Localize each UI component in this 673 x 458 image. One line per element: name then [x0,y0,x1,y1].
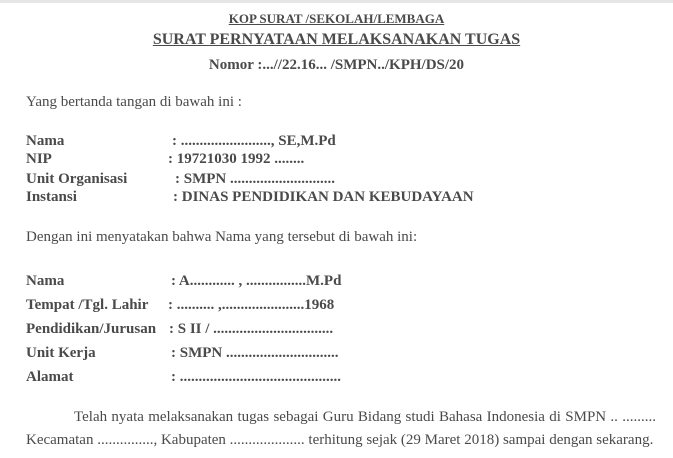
subject-workunit-value: : SMPN .............................. [171,345,339,361]
signer-unit-value: : SMPN ............................ [175,171,335,187]
letterhead-label: KOP SURAT /SEKOLAH/LEMBAGA [228,11,445,26]
subject-address-value: : ........................................... [171,369,341,385]
signer-nip-label: NIP [26,151,52,167]
signer-nip-value: : 19721030 1992 ........ [168,151,305,167]
intro-text: Yang bertanda tangan di bawah ini : [26,94,242,110]
signer-name-value: : ........................, SE,M.Pd [172,133,336,149]
subject-education-label: Pendidikan/Jurusan [26,321,157,337]
subject-workunit-label: Unit Kerja [26,345,96,361]
subject-address-label: Alamat [26,369,74,385]
statement-text: Dengan ini menyatakan bahwa Nama yang tersebut di bawah ini: [26,229,418,245]
subject-name-label: Nama [26,273,65,289]
document-title: SURAT PERNYATAAN MELAKSANAKAN TUGAS [152,31,521,48]
signer-instansi-value: : DINAS PENDIDIKAN DAN KEBUDAYAAN [173,189,474,205]
subject-name-value: : A............ , ................M.Pd [171,273,342,289]
signer-name-label: Nama [26,133,65,149]
subject-education-value: : S II / ................................ [169,321,334,337]
body-paragraph: Telah nyata melaksanakan tugas sebagai Guru Bidang studi Bahasa Indonesia di SMPN .. ......... Kecamatan ..............., Kabupaten .................... terhitung sejak (29 Maret 2018) sampai dengan sekarang. [26,409,656,448]
signer-instansi-label: Instansi [26,189,77,205]
subject-birth-label: Tempat /Tgl. Lahir [26,297,149,313]
signer-unit-label: Unit Organisasi [26,171,128,187]
document-number: Nomor :...//22.16... /SMPN../KPH/DS/20 [208,57,465,73]
subject-birth-value: : .......... ,......................1968 [168,297,335,313]
top-border [0,0,673,3]
